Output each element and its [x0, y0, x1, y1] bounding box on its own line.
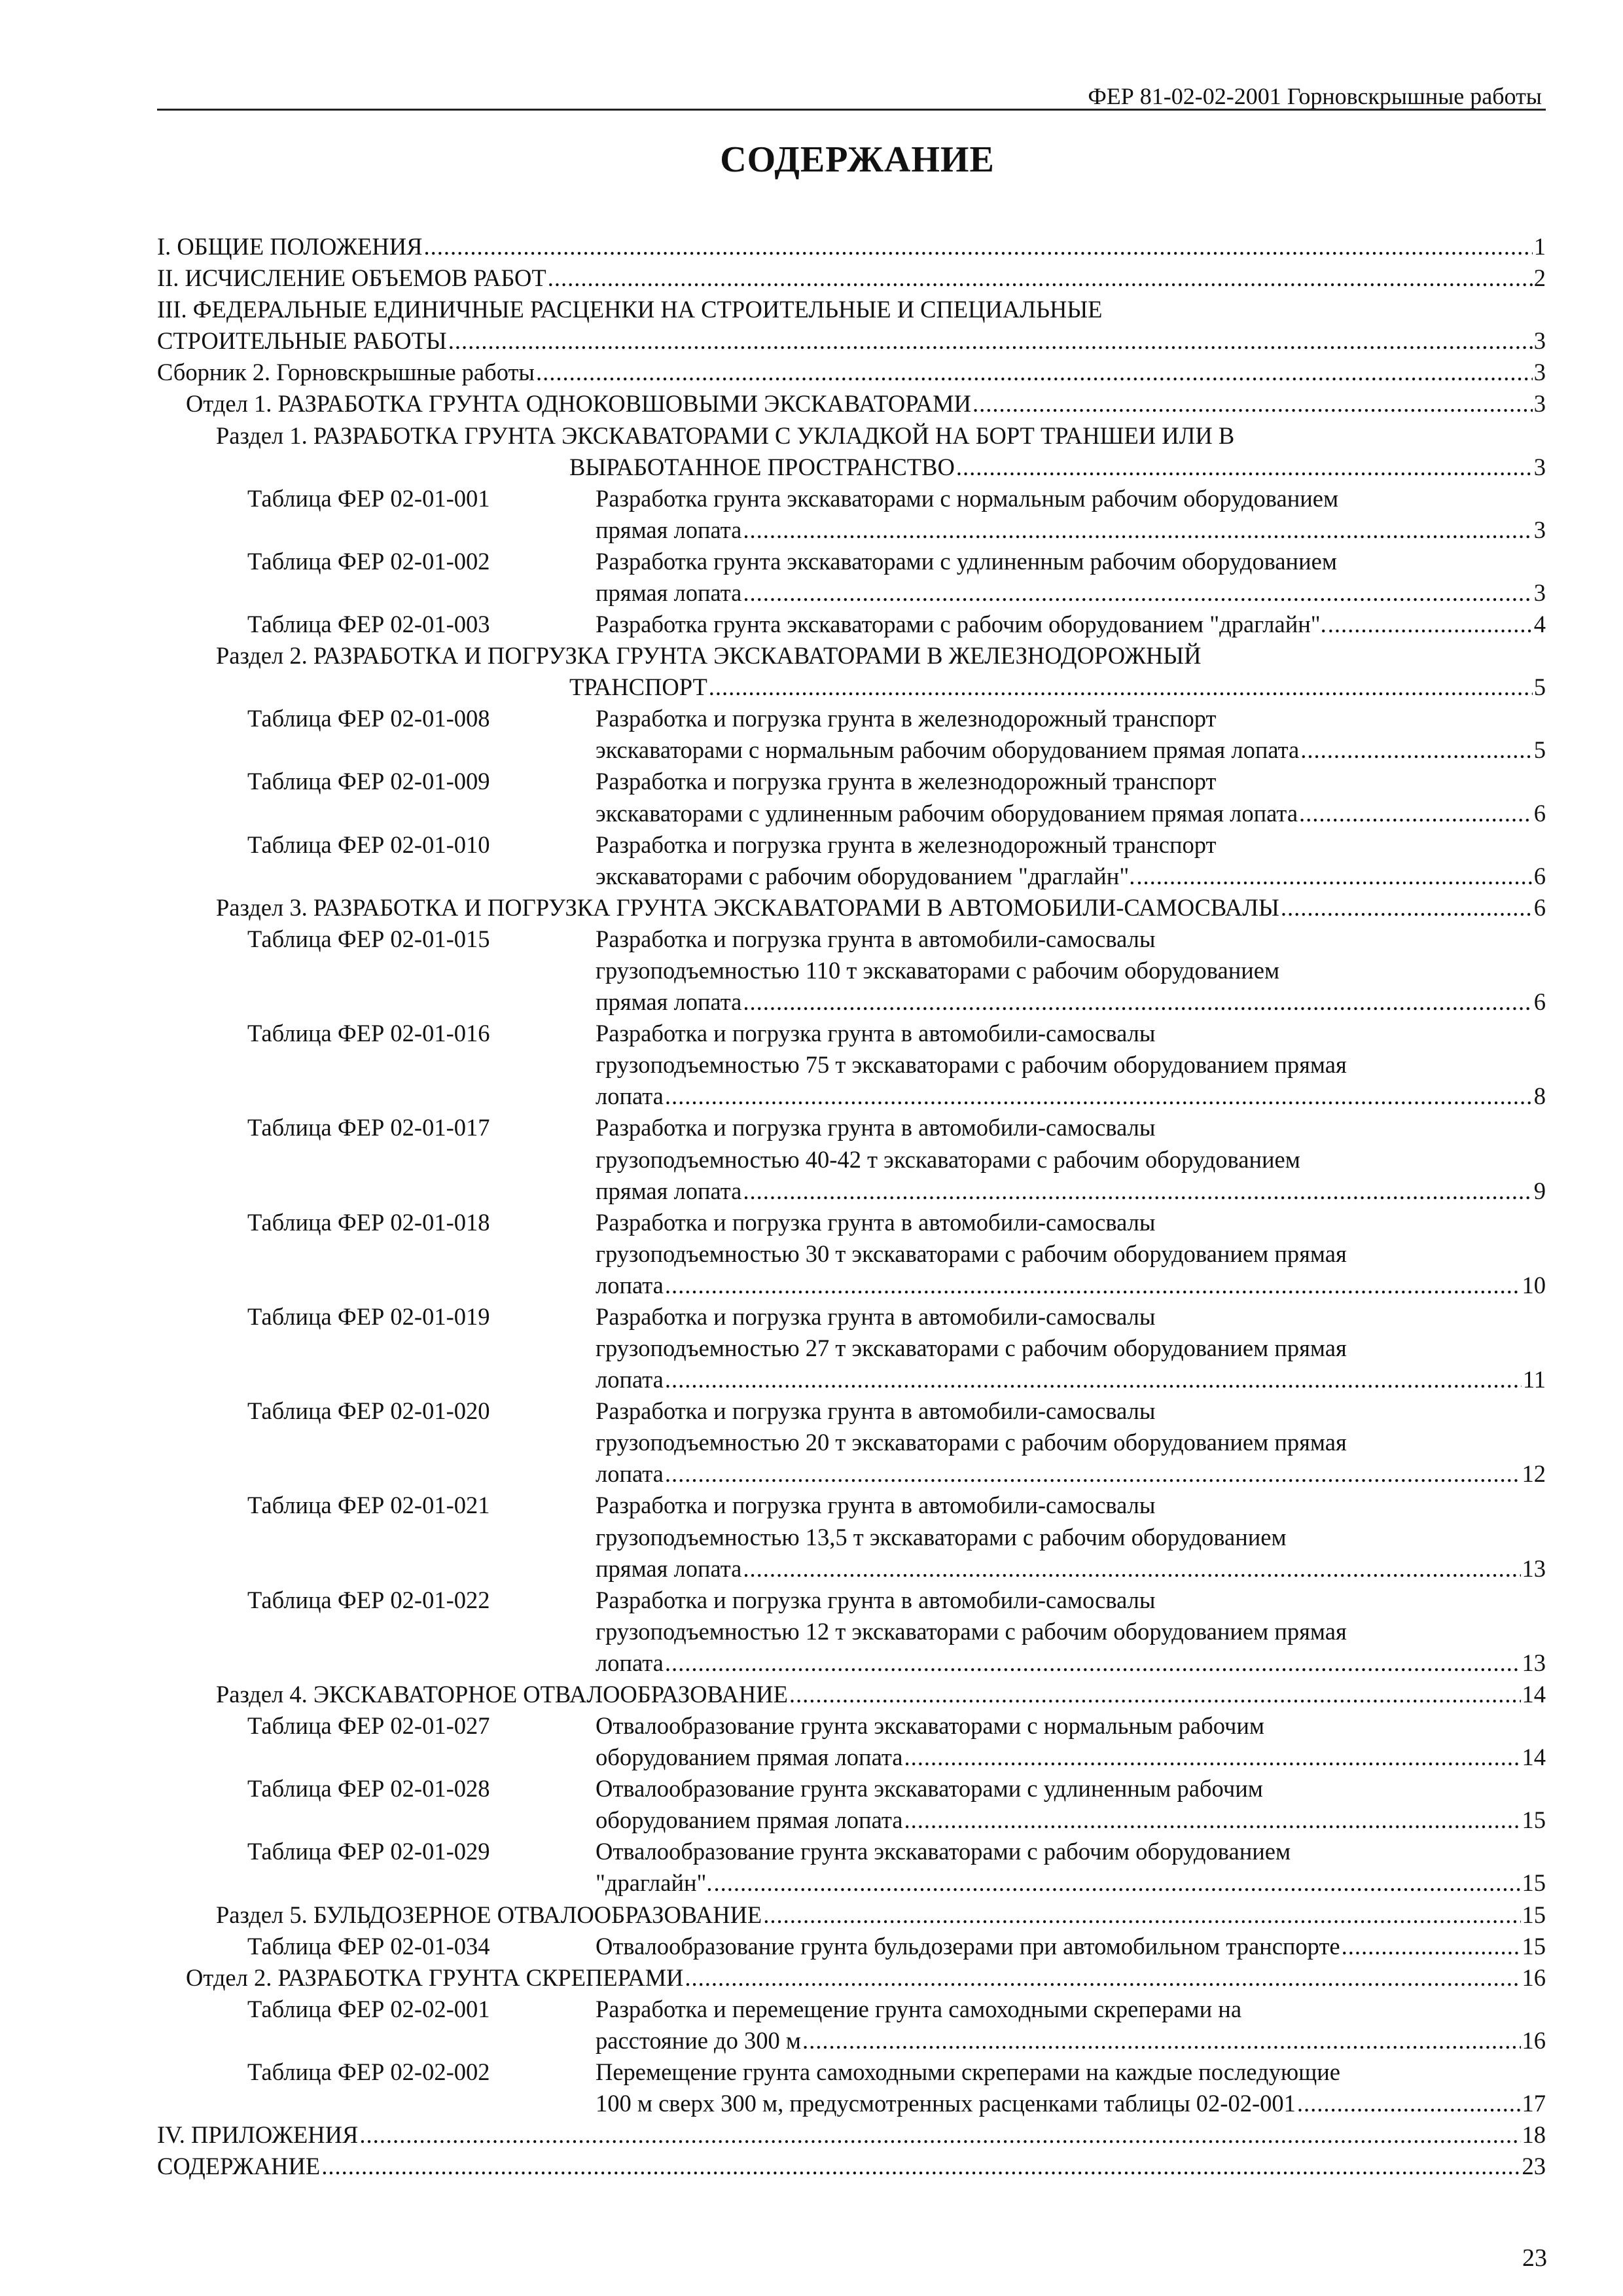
page-title: СОДЕРЖАНИЕ	[720, 139, 995, 180]
toc-entry-text: оборудованием прямая лопата	[596, 1806, 903, 1833]
toc-page-number: 5	[1533, 736, 1546, 763]
toc-entry[interactable]	[596, 1995, 1546, 2024]
toc-entry-text: IV. ПРИЛОЖЕНИЯ	[157, 2121, 359, 2148]
toc-table-code: Таблица ФЕР 02-01-003	[247, 611, 490, 637]
toc-table-code: Таблица ФЕР 02-01-008	[247, 705, 490, 732]
toc-page-number: 18	[1522, 2121, 1546, 2148]
dot-leader	[743, 988, 1532, 1016]
toc-entry-text: лопата	[596, 1366, 664, 1393]
toc-entry-text: Разработка и погрузка грунта в автомобили-самосвалы	[596, 1114, 1156, 1141]
dot-leader	[665, 1365, 1522, 1394]
toc-entry-text: Разработка и погрузка грунта в автомобили-самосвалы	[596, 1492, 1156, 1518]
toc-entry-text: Разработка и погрузка грунта в железнодорожный транспорт	[596, 831, 1217, 858]
dot-leader	[743, 1554, 1520, 1583]
toc-entry[interactable]	[569, 453, 1546, 482]
toc-page-number: 3	[1533, 516, 1546, 543]
toc-entry[interactable]	[596, 1365, 1546, 1394]
toc-entry-text: Разработка грунта экскаваторами с нормальным рабочим оборудованием	[596, 485, 1339, 512]
toc-entry-text: прямая лопата	[596, 1555, 742, 1582]
toc-entry-text: прямая лопата	[596, 1177, 742, 1204]
toc-entry[interactable]	[596, 1177, 1546, 1206]
toc-page-number: 3	[1533, 390, 1546, 417]
dot-leader	[1281, 893, 1533, 922]
dot-leader	[536, 358, 1533, 387]
toc-entry-text: "драглайн".	[596, 1869, 713, 1896]
toc-entry[interactable]	[216, 641, 1546, 670]
toc-entry-text: грузоподъемностью 110 т экскаваторами с рабочим оборудованием	[596, 957, 1280, 984]
toc-page-number: 15	[1522, 1806, 1546, 1833]
dot-leader	[972, 389, 1533, 418]
toc-entry[interactable]	[596, 1050, 1546, 1079]
toc-entry[interactable]	[216, 422, 1546, 450]
toc-entry[interactable]	[596, 736, 1546, 764]
toc-entry[interactable]	[596, 1649, 1546, 1677]
dot-leader	[743, 579, 1532, 607]
toc-page-number: 10	[1522, 1272, 1546, 1299]
toc-entry[interactable]	[596, 1869, 1546, 1897]
toc-entry[interactable]	[596, 1460, 1546, 1488]
toc-entry[interactable]	[596, 1932, 1546, 1961]
toc-entry[interactable]	[596, 1240, 1546, 1268]
toc-entry-text: Отвалообразование грунта экскаваторами с рабочим оборудованием	[596, 1838, 1291, 1865]
toc-page-number: 6	[1533, 894, 1546, 921]
dot-leader	[359, 2121, 1520, 2149]
toc-entry[interactable]	[157, 2121, 1546, 2149]
toc-page-number: 16	[1522, 1964, 1546, 1991]
dot-leader	[904, 1806, 1520, 1835]
toc-entry-text: Разработка грунта экскаваторами с удлиненным рабочим оборудованием	[596, 548, 1337, 575]
dot-leader	[743, 1177, 1532, 1206]
toc-entry-text: 100 м сверх 300 м, предусмотренных расценками таблицы 02-02-001	[596, 2090, 1296, 2117]
toc-entry[interactable]	[569, 673, 1546, 702]
dot-leader	[1297, 2089, 1521, 2118]
toc-page-number: 3	[1533, 454, 1546, 480]
toc-entry-text: лопата	[596, 1460, 664, 1487]
dot-leader	[1299, 799, 1533, 828]
toc-table-code: Таблица ФЕР 02-01-027	[247, 1712, 490, 1739]
toc-table-code: Таблица ФЕР 02-01-020	[247, 1397, 490, 1424]
toc-entry[interactable]	[596, 1491, 1546, 1520]
toc-entry[interactable]	[216, 1680, 1546, 1709]
toc-entry[interactable]	[596, 1743, 1546, 1772]
toc-entry[interactable]	[596, 1145, 1546, 1174]
dot-leader	[1328, 610, 1533, 639]
toc-entry-text: лопата	[596, 1649, 664, 1676]
header-title: ФЕР 81-02-02-2001 Горновскрышные работы	[1088, 83, 1542, 109]
toc-entry-text: Разработка и перемещение грунта самоходными скреперами на	[596, 1996, 1242, 2022]
toc-table-code: Таблица ФЕР 02-01-029	[247, 1838, 490, 1865]
toc-entry-text: Разработка и погрузка грунта в автомобили-самосвалы	[596, 1209, 1156, 1236]
toc-page-number: 6	[1533, 800, 1546, 827]
toc-entry-text: грузоподъемностью 12 т экскаваторами с рабочим оборудованием прямая	[596, 1618, 1347, 1645]
toc-page-number: 6	[1533, 863, 1546, 889]
toc-entry[interactable]	[186, 1964, 1546, 1992]
toc-entry-text: прямая лопата	[596, 988, 742, 1015]
toc-entry[interactable]	[596, 1586, 1546, 1615]
toc-entry[interactable]	[596, 1208, 1546, 1237]
dot-leader	[904, 1743, 1520, 1772]
toc-entry-text: Раздел 5. БУЛЬДОЗЕРНОЕ ОТВАЛООБРАЗОВАНИЕ	[216, 1901, 762, 1928]
toc-table-code: Таблица ФЕР 02-01-021	[247, 1492, 490, 1518]
dot-leader	[665, 1460, 1521, 1488]
toc-entry[interactable]	[596, 1554, 1546, 1583]
toc-entry-text: Разработка и погрузка грунта в автомобили-самосвалы	[596, 1020, 1156, 1047]
toc-entry[interactable]	[596, 2026, 1546, 2055]
toc-page-number: 8	[1533, 1083, 1546, 1109]
toc-entry[interactable]	[596, 1082, 1546, 1111]
page-number: 23	[1522, 2244, 1547, 2272]
dot-leader	[321, 2152, 1520, 2181]
toc-table-code: Таблица ФЕР 02-01-010	[247, 831, 490, 858]
toc-entry-text: экскаваторами с удлиненным рабочим оборудованием прямая лопата	[596, 800, 1298, 827]
toc-table-code: Таблица ФЕР 02-01-034	[247, 1933, 490, 1960]
toc-entry-text: Отдел 2. РАЗРАБОТКА ГРУНТА СКРЕПЕРАМИ	[186, 1964, 684, 1991]
toc-page-number: 6	[1533, 988, 1546, 1015]
dot-leader	[802, 2026, 1521, 2055]
toc-entry-text: Разработка и погрузка грунта в автомобили-самосвалы	[596, 1303, 1156, 1330]
toc-entry-text: грузоподъемностью 20 т экскаваторами с рабочим оборудованием прямая	[596, 1429, 1347, 1456]
toc-entry[interactable]	[596, 956, 1546, 985]
toc-page-number: 17	[1522, 2090, 1546, 2117]
toc-entry[interactable]	[596, 547, 1546, 576]
toc-entry-text: Разработка грунта экскаваторами с рабочим оборудованием "драглайн".	[596, 611, 1327, 637]
toc-table-code: Таблица ФЕР 02-01-028	[247, 1775, 490, 1802]
dot-leader	[763, 1901, 1520, 1929]
toc-entry[interactable]	[596, 704, 1546, 733]
toc-entry[interactable]	[157, 264, 1546, 293]
toc-entry[interactable]	[596, 484, 1546, 513]
dot-leader	[956, 453, 1533, 482]
toc-entry-text: прямая лопата	[596, 579, 742, 606]
dot-leader	[1300, 736, 1533, 764]
toc-entry[interactable]	[157, 295, 1546, 324]
toc-page-number: 4	[1533, 611, 1546, 637]
toc-entry-text: прямая лопата	[596, 516, 742, 543]
toc-entry-text: III. ФЕДЕРАЛЬНЫЕ ЕДИНИЧНЫЕ РАСЦЕНКИ НА СТРОИТЕЛЬНЫЕ И СПЕЦИАЛЬНЫЕ	[157, 296, 1103, 323]
toc-entry-text: лопата	[596, 1083, 664, 1109]
toc-entry[interactable]	[596, 1019, 1546, 1048]
toc-entry-text: Раздел 4. ЭКСКАВАТОРНОЕ ОТВАЛООБРАЗОВАНИЕ	[216, 1681, 788, 1708]
toc-page-number: 3	[1533, 579, 1546, 606]
toc-entry-text: Сборник 2. Горновскрышные работы	[157, 359, 535, 386]
toc-entry[interactable]	[596, 925, 1546, 954]
toc-page-number: 15	[1522, 1933, 1546, 1960]
toc-entry[interactable]	[596, 1113, 1546, 1142]
dot-leader	[424, 232, 1533, 261]
toc-entry[interactable]	[596, 831, 1546, 859]
toc-entry[interactable]	[216, 1901, 1546, 1929]
toc-entry[interactable]	[157, 232, 1546, 261]
dot-leader	[665, 1271, 1521, 1300]
toc-entry-text: Разработка и погрузка грунта в автомобили-самосвалы	[596, 1587, 1156, 1613]
toc-page-number: 16	[1522, 2027, 1546, 2054]
toc-entry[interactable]	[596, 1774, 1546, 1803]
toc-entry[interactable]	[596, 767, 1546, 796]
toc-page-number: 3	[1533, 327, 1546, 354]
toc-entry-text: Перемещение грунта самоходными скреперами на каждые последующие	[596, 2058, 1340, 2085]
toc-entry[interactable]	[157, 2152, 1546, 2181]
toc-entry[interactable]	[596, 1712, 1546, 1740]
toc-entry-text: I. ОБЩИЕ ПОЛОЖЕНИЯ	[157, 233, 423, 260]
toc-entry-text: грузоподъемностью 27 т экскаваторами с рабочим оборудованием прямая	[596, 1335, 1347, 1361]
toc-page-number: 1	[1533, 233, 1546, 260]
toc-page-number: 15	[1522, 1901, 1546, 1928]
toc-entry-text: Разработка и погрузка грунта в железнодорожный транспорт	[596, 705, 1217, 732]
toc-entry[interactable]	[596, 2089, 1546, 2118]
toc-table-code: Таблица ФЕР 02-01-018	[247, 1209, 490, 1236]
toc-entry-text: ВЫРАБОТАННОЕ ПРОСТРАНСТВО	[569, 454, 955, 480]
toc-entry[interactable]	[596, 1271, 1546, 1300]
toc-table-code: Таблица ФЕР 02-01-022	[247, 1587, 490, 1613]
toc-entry[interactable]	[596, 516, 1546, 545]
toc-entry-text: грузоподъемностью 30 т экскаваторами с рабочим оборудованием прямая	[596, 1240, 1347, 1267]
toc-entry[interactable]	[596, 1334, 1546, 1363]
dot-leader	[448, 327, 1533, 355]
toc-entry[interactable]	[596, 1806, 1546, 1835]
toc-entry[interactable]	[596, 1302, 1546, 1331]
toc-entry-text: расстояние до 300 м	[596, 2027, 801, 2054]
toc-entry-text: Разработка и погрузка грунта в автомобили-самосвалы	[596, 925, 1156, 952]
toc-page-number: 11	[1522, 1366, 1546, 1393]
toc-entry[interactable]	[596, 988, 1546, 1016]
toc-page-number: 15	[1522, 1869, 1546, 1896]
toc-table-code: Таблица ФЕР 02-02-001	[247, 1996, 490, 2022]
toc-entry[interactable]	[596, 862, 1546, 891]
toc-page-number: 14	[1522, 1681, 1546, 1708]
toc-entry[interactable]	[596, 1523, 1546, 1552]
toc-entry-text: Отвалообразование грунта экскаваторами с нормальным рабочим	[596, 1712, 1264, 1739]
toc-entry[interactable]	[596, 1837, 1546, 1866]
toc-entry[interactable]	[596, 579, 1546, 607]
toc-entry-text: Разработка и погрузка грунта в автомобили-самосвалы	[596, 1397, 1156, 1424]
toc-entry-text: Разработка и погрузка грунта в железнодорожный транспорт	[596, 768, 1217, 795]
toc-entry-text: Отдел 1. РАЗРАБОТКА ГРУНТА ОДНОКОВШОВЫМИ ЭКСКАВАТОРАМИ	[186, 390, 971, 417]
toc-entry-text: лопата	[596, 1272, 664, 1299]
toc-table-code: Таблица ФЕР 02-01-002	[247, 548, 490, 575]
toc-entry[interactable]	[596, 1428, 1546, 1457]
toc-entry[interactable]	[596, 1397, 1546, 1426]
toc-entry-text: Раздел 3. РАЗРАБОТКА И ПОГРУЗКА ГРУНТА ЭКСКАВАТОРАМИ В АВТОМОБИЛИ-САМОСВАЛЫ	[216, 894, 1279, 921]
toc-entry[interactable]	[157, 358, 1546, 387]
toc-entry[interactable]	[216, 893, 1546, 922]
toc-entry[interactable]	[157, 327, 1546, 355]
toc-entry-text: II. ИСЧИСЛЕНИЕ ОБЪЕМОВ РАБОТ	[157, 264, 546, 291]
toc-entry-text: СТРОИТЕЛЬНЫЕ РАБОТЫ	[157, 327, 447, 354]
toc-entry-text: оборудованием прямая лопата	[596, 1744, 903, 1770]
toc-table-code: Таблица ФЕР 02-01-009	[247, 768, 490, 795]
toc-table-code: Таблица ФЕР 02-02-002	[247, 2058, 490, 2085]
toc-page-number: 3	[1533, 359, 1546, 386]
toc-entry-text: ТРАНСПОРТ	[569, 673, 707, 700]
toc-page-number: 23	[1522, 2153, 1546, 2179]
toc-entry-text: Отвалообразование грунта экскаваторами с удлиненным рабочим	[596, 1775, 1263, 1802]
toc-table-code: Таблица ФЕР 02-01-017	[247, 1114, 490, 1141]
toc-page-number: 2	[1533, 264, 1546, 291]
dot-leader	[1136, 862, 1532, 891]
toc-entry-text: экскаваторами с рабочим оборудованием "драглайн".	[596, 863, 1135, 889]
dot-leader	[665, 1082, 1533, 1111]
toc-entry-text: экскаваторами с нормальным рабочим оборудованием прямая лопата	[596, 736, 1300, 763]
toc-table-code: Таблица ФЕР 02-01-001	[247, 485, 490, 512]
dot-leader	[665, 1649, 1521, 1677]
dot-leader	[685, 1964, 1520, 1992]
toc-page-number: 12	[1522, 1460, 1546, 1487]
toc-entry[interactable]	[596, 610, 1546, 639]
toc-entry-text: Отвалообразование грунта бульдозерами при автомобильном транспорте	[596, 1933, 1340, 1960]
dot-leader	[743, 516, 1532, 545]
toc-entry-text: грузоподъемностью 75 т экскаваторами с рабочим оборудованием прямая	[596, 1051, 1347, 1078]
toc-entry-text: СОДЕРЖАНИЕ	[157, 2153, 321, 2179]
toc-page-number: 9	[1533, 1177, 1546, 1204]
toc-table-code: Таблица ФЕР 02-01-019	[247, 1303, 490, 1330]
dot-leader	[548, 264, 1533, 293]
toc-page-number: 5	[1533, 673, 1546, 700]
toc-entry-text: Раздел 2. РАЗРАБОТКА И ПОГРУЗКА ГРУНТА ЭКСКАВАТОРАМИ В ЖЕЛЕЗНОДОРОЖНЫЙ	[216, 642, 1202, 669]
toc-table-code: Таблица ФЕР 02-01-016	[247, 1020, 490, 1047]
dot-leader	[789, 1680, 1521, 1709]
toc-page-number: 14	[1522, 1744, 1546, 1770]
toc-entry[interactable]	[596, 2058, 1546, 2087]
toc-page-number: 13	[1522, 1649, 1546, 1676]
toc-table-code: Таблица ФЕР 02-01-015	[247, 925, 490, 952]
dot-leader	[1342, 1932, 1521, 1961]
dot-leader	[714, 1869, 1521, 1897]
toc-entry[interactable]	[596, 799, 1546, 828]
toc-page-number: 13	[1522, 1555, 1546, 1582]
toc-entry-text: грузоподъемностью 13,5 т экскаваторами с рабочим оборудованием	[596, 1524, 1287, 1551]
toc-entry[interactable]	[596, 1617, 1546, 1646]
toc-entry-text: грузоподъемностью 40-42 т экскаваторами с рабочим оборудованием	[596, 1146, 1300, 1173]
toc-entry[interactable]	[186, 389, 1546, 418]
toc-entry-text: Раздел 1. РАЗРАБОТКА ГРУНТА ЭКСКАВАТОРАМИ С УКЛАДКОЙ НА БОРТ ТРАНШЕИ ИЛИ В	[216, 422, 1235, 449]
dot-leader	[709, 673, 1533, 702]
